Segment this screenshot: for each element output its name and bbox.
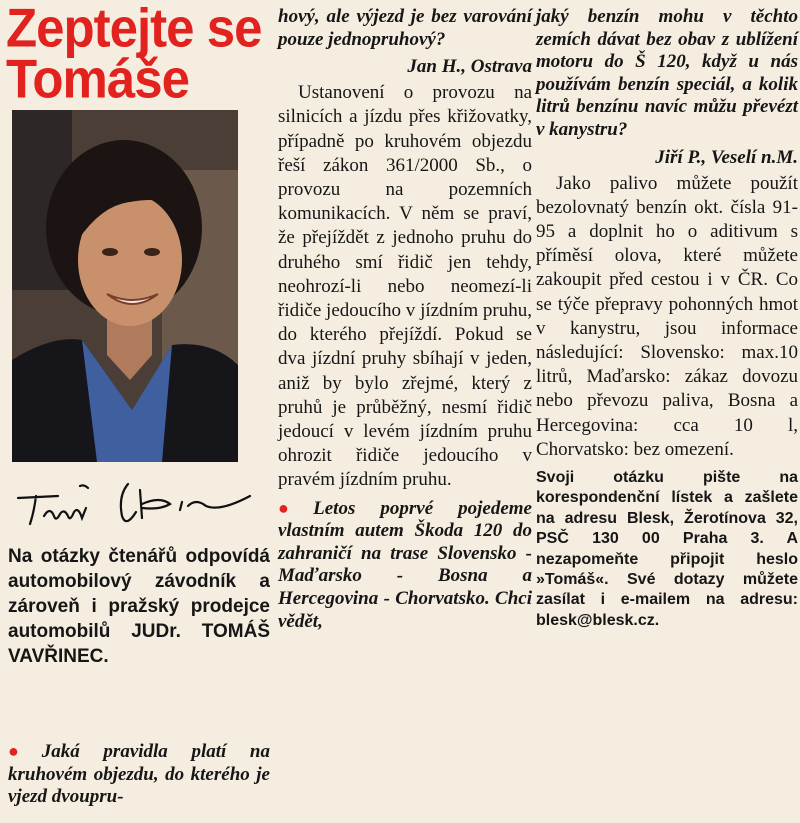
question-2-end: jaký benzín mohu v těchto zemích dávat bez obav z ublížení motoru do Š 120, když u nás používám benzín speciál, a kolik litrů benzínu navíc můžu převézt v kanystru? bbox=[536, 6, 798, 140]
answer-1: Ustanovení o provozu na silnicích a jízdu přes křižovatky, případně po kruhovém objezdu řeší zákon 361/2000 Sb., o provozu na pozemních komunikacích. V něm se praví, že přejíždět z jednoho pruhu do druhého smí řidič jen tehdy, neohrozí-li nebo neomezí-li řidiče jedoucího v jízdním pruhu, do kterého přejíždí. Pokud se dva jízdní pruhy sbíhají v jeden, aniž by bylo zřejmé, který z pruhů je průběžný, nesmí řidič jedoucí v levém jízdním pruhu ohrozit řidiče jedoucího v pravém jízdním pruhu. bbox=[278, 82, 532, 491]
reader-submission-note: Svoji otázku pište na korespondenční lístek a zašlete na adresu Blesk, Žerotínova 32, PSČ 130 00 Praha 3. A nezapomeňte připojit heslo »Tomáš«. Své dotazy můžete zasílat i e-mailem na adresu: blesk@blesk.cz. bbox=[536, 469, 798, 629]
question-1-signature: Jan H., Ostrava bbox=[407, 56, 532, 78]
answer-2: Jako palivo můžete použít bezolovnatý benzín okt. čísla 91-95 a doplnit ho o aditivum s příměsí olova, které můžete zakoupit před cestou i v ČR. Co se týče přepravy pohonných hmot v kanystru, jsou informace následující: Slovensko: max.10 litrů, Maďarsko: zákaz dovozu nebo převozu paliva, Bosna a Hercegovina: cca 10 l, Chorvatsko: bez omezení. bbox=[536, 172, 798, 460]
headline-line-2: Tomáše bbox=[6, 47, 189, 110]
bullet-icon: ● bbox=[8, 741, 38, 761]
headline-line-1: Zeptejte se bbox=[6, 0, 262, 59]
bullet-icon: ● bbox=[278, 497, 310, 518]
left-column bbox=[0, 0, 272, 823]
question-2-start-text: Letos poprvé pojedeme vlastním autem Škoda 120 do zahraničí na trase Slovensko - Maďarsko - Bosna a Hercegovina - Chorvatsko. Chci vědět, bbox=[278, 497, 532, 632]
question-1-start bbox=[8, 740, 270, 809]
portrait-photo bbox=[12, 110, 238, 462]
right-column bbox=[536, 0, 798, 631]
question-2-signature: Jiří P., Veselí n.M. bbox=[655, 146, 798, 168]
intro-lead: Na otázky čtenářů odpovídá automobilový závodník a zároveň i pražský prodejce automobilů JUDr. TOMÁŠ VAVŘINEC. bbox=[8, 546, 270, 667]
middle-column bbox=[278, 0, 532, 633]
question-2-start bbox=[278, 497, 532, 634]
question-1-start-text: Jaká pravidla platí na kruhovém objezdu, do kterého je vjezd dvoupru- bbox=[8, 741, 271, 808]
handwritten-signature bbox=[10, 466, 260, 536]
question-1-end: hový, ale výjezd je bez varování pouze jednopruhový? bbox=[278, 6, 532, 50]
